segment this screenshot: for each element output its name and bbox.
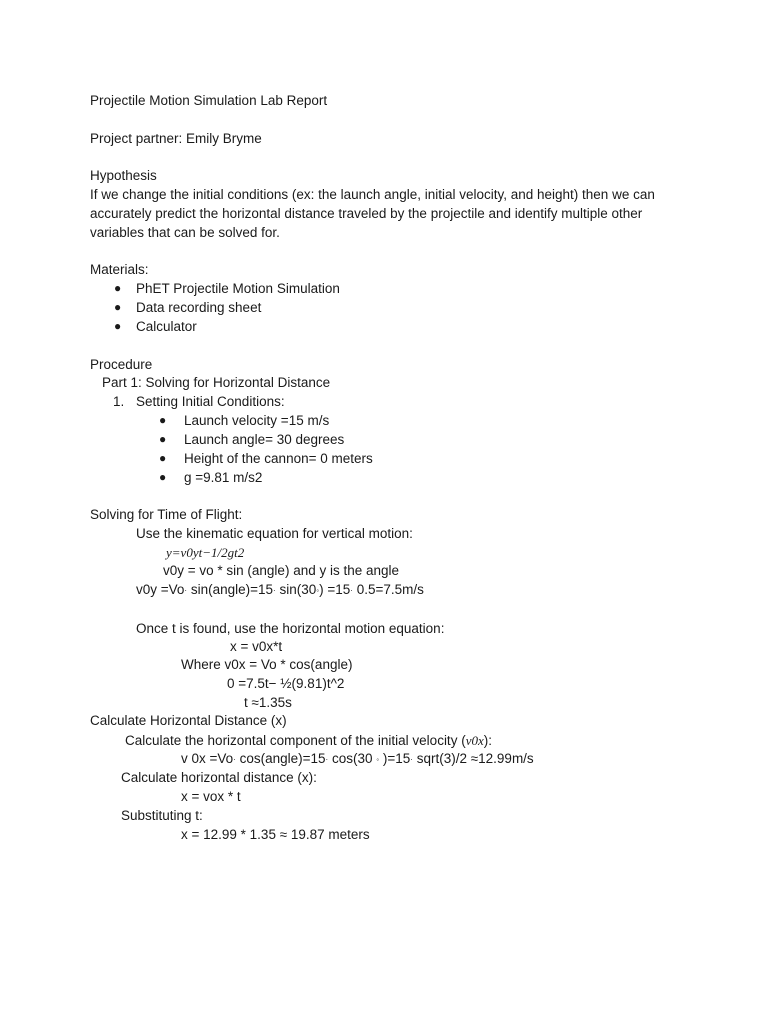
final-result: x = 12.99 * 1.35 ≈ 19.87 meters [181,827,370,842]
v0x-calc-part: sqrt(3)/2 ≈12.99m/s [416,751,534,766]
zero-equation: 0 =7.5t− ½(9.81)t^2 [227,676,345,691]
x-formula: x = vox * t [181,789,241,804]
v0x-calculation [181,750,534,768]
hypothesis-heading: Hypothesis [90,168,157,183]
project-partner: Project partner: Emily Bryme [90,131,262,146]
dot-symbol: · [233,754,236,764]
step-1-label: Setting Initial Conditions: [136,394,285,409]
where-v0x: Where v0x = Vo * cos(angle) [181,657,353,672]
kinematic-instruction: Use the kinematic equation for vertical motion: [136,526,413,541]
dot-symbol: · [184,585,188,595]
v0x-calc-part: )=15 [382,751,411,766]
condition-item: g =9.81 m/s2 [184,470,263,485]
calc-horizontal-distance: Calculate horizontal distance (x): [121,770,317,785]
bullet-icon: ● [159,451,167,465]
dot-symbol: · [273,585,276,595]
document-title: Projectile Motion Simulation Lab Report [90,93,328,108]
materials-item: Calculator [136,319,197,334]
materials-item: PhET Projectile Motion Simulation [136,281,340,296]
v0y-calc-part: sin(angle)=15 [190,582,274,597]
v0x-calc-part: v 0x =Vo [181,751,234,766]
v0y-definition: v0y = vo * sin (angle) and y is the angle [163,563,400,578]
procedure-part-1: Part 1: Solving for Horizontal Distance [102,375,331,390]
dot-symbol: · [325,754,329,764]
v0y-calc-part: 0.5=7.5m/s [356,582,424,597]
bullet-icon: ● [159,413,167,427]
v0y-calc-part: v0y =Vo [136,582,185,597]
once-t-found: Once t is found, use the horizontal motion equation: [136,621,445,636]
horizontal-distance-heading: Calculate Horizontal Distance (x) [90,713,287,728]
degree-symbol: ◦ [376,754,380,764]
condition-item: Launch angle= 30 degrees [184,432,345,447]
degree-symbol: ◦ [316,585,320,595]
materials-heading: Materials: [90,262,149,277]
bullet-icon: ● [159,432,167,446]
time-of-flight-heading: Solving for Time of Flight: [90,507,243,522]
horizontal-component-text [125,732,492,749]
hypothesis-line-2: accurately predict the horizontal distance traveled by the projectile and identify multiple other [90,206,643,221]
bullet-icon: ● [114,281,122,295]
x-equation: x = v0x*t [230,639,283,654]
dot-symbol: · [410,754,413,764]
procedure-heading: Procedure [90,357,153,372]
bullet-icon: ● [114,300,122,314]
bullet-icon: ● [159,470,167,484]
hypothesis-line-3: variables that can be solved for. [90,225,280,240]
condition-item: Launch velocity =15 m/s [184,413,330,428]
materials-item: Data recording sheet [136,300,262,315]
dot-symbol: · [350,585,353,595]
component-variable: v0x [465,733,484,748]
step-number: 1. [113,394,125,409]
v0x-calc-part: cos(angle)=15 [239,751,326,766]
component-text-a: Calculate the horizontal component of the initial velocity ( [125,733,466,748]
component-text-b: ): [483,733,492,748]
v0y-calc-part: ) =15 [319,582,351,597]
substituting-t: Substituting t: [121,808,203,823]
t-value: t ≈1.35s [244,695,292,710]
hypothesis-line-1: If we change the initial conditions (ex: the launch angle, initial velocity, and height) then we can [90,187,655,202]
v0y-calc-part: sin(30 [279,582,317,597]
bullet-icon: ● [114,319,122,333]
v0y-calculation [136,581,424,599]
kinematic-equation: y=v0yt−1/2gt2 [166,545,245,560]
v0x-calc-part: cos(30 [331,751,373,766]
condition-item: Height of the cannon= 0 meters [184,451,373,466]
